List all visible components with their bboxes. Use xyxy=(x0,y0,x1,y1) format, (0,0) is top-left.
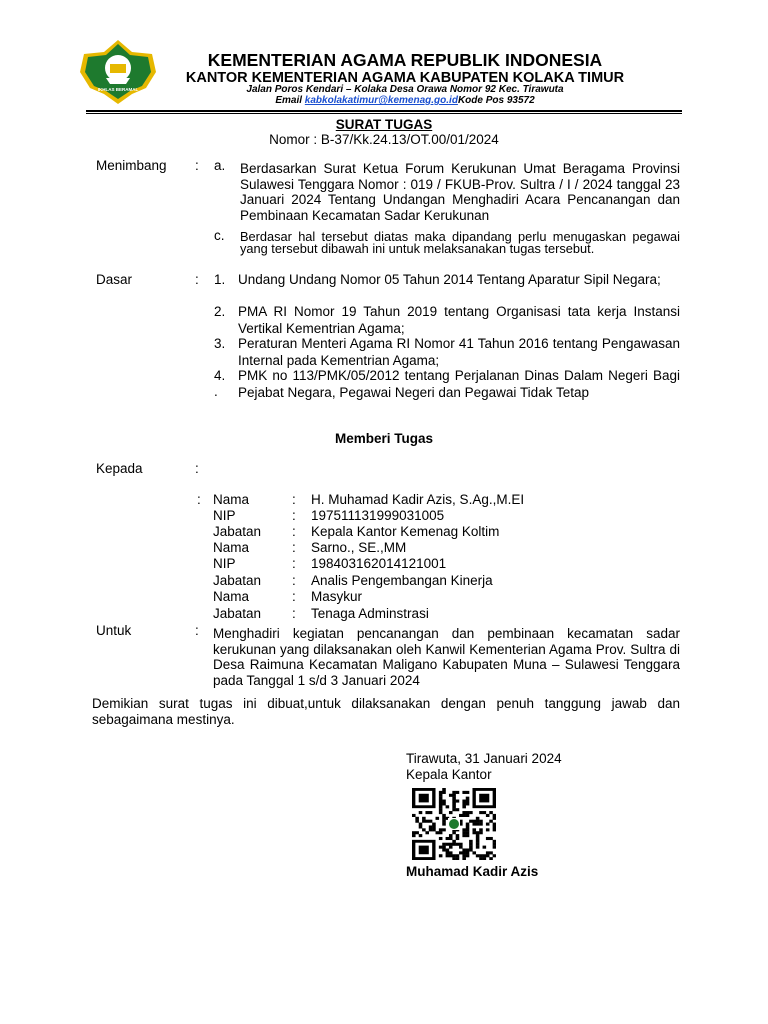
kepada-field-colon: : xyxy=(292,606,296,621)
email-label: Email xyxy=(275,95,305,106)
office-name: KANTOR KEMENTERIAN AGAMA KABUPATEN KOLAKA TIMUR xyxy=(185,70,625,86)
untuk-label: Untuk xyxy=(96,623,132,638)
menimbang-item-a: Berdasarkan Surat Ketua Forum Kerukunan Umat Beragama Provinsi Sulawesi Tenggara Nomor : 019 / FKUB-Prov. Sultra / I / 2024 tanggal 23 Januari 2024 Tentang Undangan Menghadiri Acara Pencanangan dan Pembinaan Kecamatan Sadar Kerukunan xyxy=(240,161,680,223)
kepada-value: 197511131999031005 xyxy=(311,508,445,523)
kepada-value: 198403162014121001 xyxy=(311,556,447,571)
kepada-value: Kepala Kantor Kemenag Koltim xyxy=(311,524,500,539)
kepada-value: Analis Pengembangan Kinerja xyxy=(311,573,493,588)
kepada-row-lead: : xyxy=(197,492,201,507)
kepada-field: Jabatan xyxy=(213,573,262,588)
kepada-field-colon: : xyxy=(292,573,296,588)
kepada-field: NIP xyxy=(213,556,236,571)
kepada-field-colon: : xyxy=(292,540,296,555)
menimbang-marker-c: c. xyxy=(214,228,225,243)
kepada-field: Jabatan xyxy=(213,524,262,539)
kepada-value: H. Muhamad Kadir Azis, S.Ag.,M.EI xyxy=(311,492,525,507)
menimbang-label: Menimbang xyxy=(96,158,167,173)
document-number: Nomor : B-37/Kk.24.13/OT.00/01/2024 xyxy=(269,132,499,147)
kepada-label: Kepada xyxy=(96,461,143,476)
kepada-field: Nama xyxy=(213,540,250,555)
menimbang-item-c: Berdasar hal tersebut diatas maka dipandang perlu menugaskan pegawai yang tersebut dibawah ini untuk melaksanakan tugas tersebut. xyxy=(240,229,680,256)
kepada-field-colon: : xyxy=(292,524,296,539)
section-heading: Memberi Tugas xyxy=(334,431,434,446)
dasar-marker-1: 1. xyxy=(214,272,226,287)
dasar-colon: : xyxy=(195,272,199,287)
document-title: SURAT TUGAS xyxy=(335,117,433,132)
dasar-marker-4-dot: . xyxy=(214,384,218,399)
dasar-label: Dasar xyxy=(96,272,133,287)
place-date: Tirawuta, 31 Januari 2024 xyxy=(406,751,562,766)
untuk-text: Menghadiri kegiatan pencanangan dan pembinaan kecamatan sadar kerukunan yang dilaksanakan oleh Kanwil Kementerian Agama Prov. Sultra di Desa Raimuna Kecamatan Maligano Kabupaten Muna – Sulawesi Tenggara pada Tanggal 1 s/d 3 Januari 2024 xyxy=(213,626,680,688)
untuk-colon: : xyxy=(195,623,199,638)
signer-position: Kepala Kantor xyxy=(406,767,492,782)
kepada-field-colon: : xyxy=(292,589,296,604)
kepada-colon: : xyxy=(195,461,199,476)
header-rule-thick xyxy=(86,110,682,112)
qr-code xyxy=(412,788,496,860)
kepada-field-colon: : xyxy=(292,508,296,523)
logo-motto: IKHLAS BERAMAL xyxy=(97,87,139,92)
kepada-field: Nama xyxy=(213,492,250,507)
kepada-field-colon: : xyxy=(292,556,296,571)
postal-code: Kode Pos 93572 xyxy=(457,95,535,106)
ministry-logo xyxy=(76,38,160,106)
dasar-marker-3: 3. xyxy=(214,336,226,351)
header-rule-thin xyxy=(86,113,682,114)
dasar-item-3: Peraturan Menteri Agama RI Nomor 41 Tahun 2016 tentang Pengawasan Internal pada Kementrian Agama; xyxy=(238,336,680,368)
dasar-marker-4: 4. xyxy=(214,368,226,383)
dasar-item-4: PMK no 113/PMK/05/2012 tentang Perjalanan Dinas Dalam Negeri Bagi Pejabat Negara, Pegawai Negeri dan Pegawai Tidak Tetap xyxy=(238,368,680,400)
menimbang-colon: : xyxy=(195,158,199,173)
closing-paragraph: Demikian surat tugas ini dibuat,untuk dilaksanakan dengan penuh tanggung jawab dan sebagaimana mestinya. xyxy=(92,696,680,727)
dasar-item-1: Undang Undang Nomor 05 Tahun 2014 Tentang Aparatur Sipil Negara; xyxy=(238,272,661,287)
ministry-name: KEMENTERIAN AGAMA REPUBLIK INDONESIA xyxy=(207,50,603,70)
contact-line xyxy=(170,95,640,107)
kepada-field: NIP xyxy=(213,508,236,523)
signer-name: Muhamad Kadir Azis xyxy=(406,864,539,879)
kepada-value: Tenaga Adminstrasi xyxy=(311,606,429,621)
office-address: Jalan Poros Kendari – Kolaka Desa Orawa Nomor 92 Kec. Tirawuta xyxy=(246,84,564,95)
kepada-value: Masykur xyxy=(311,589,363,604)
kepada-field: Nama xyxy=(213,589,250,604)
menimbang-marker-a: a. xyxy=(214,158,226,173)
kepada-value: Sarno., SE.,MM xyxy=(311,540,407,555)
dasar-item-2: PMA RI Nomor 19 Tahun 2019 tentang Organisasi tata kerja Instansi Vertikal Kementrian Agama; xyxy=(238,304,680,336)
dasar-marker-2: 2. xyxy=(214,304,226,319)
kepada-field-colon: : xyxy=(292,492,296,507)
kepada-field: Jabatan xyxy=(213,606,262,621)
email-link[interactable]: kabkolakatimur@kemenag.go.id xyxy=(304,95,458,106)
